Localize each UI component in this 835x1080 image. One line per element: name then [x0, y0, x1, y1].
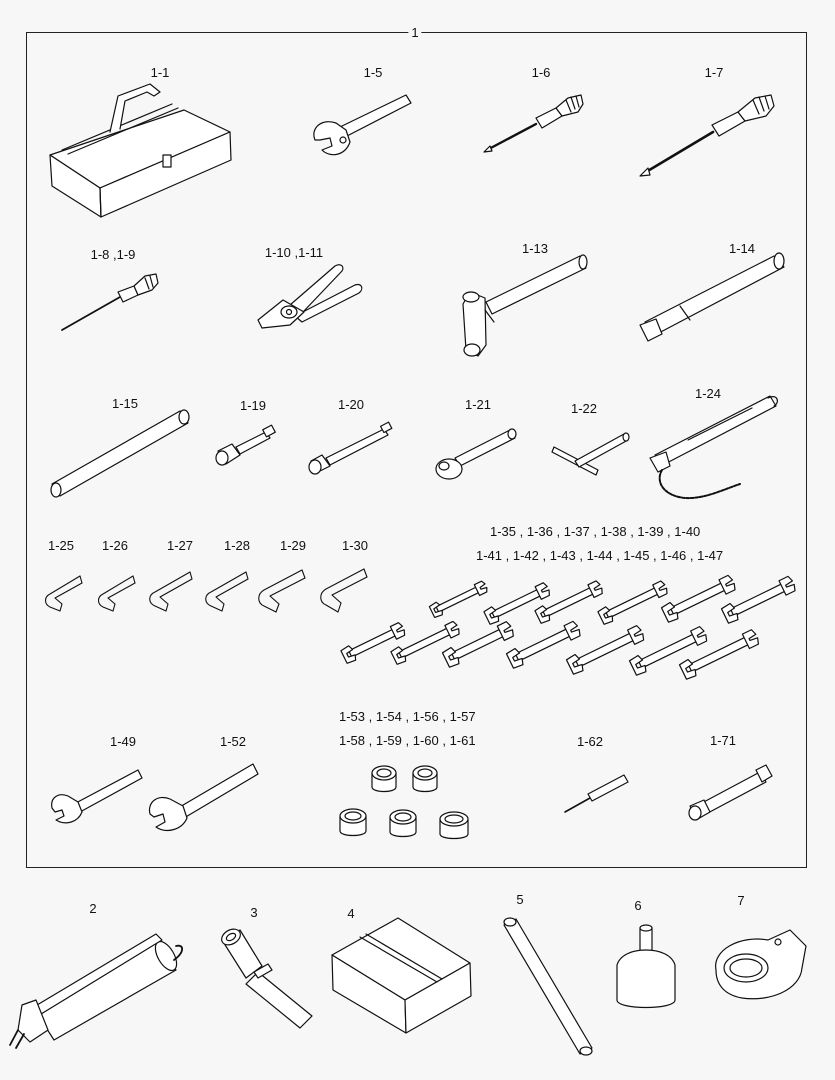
single-wrench-small-icon — [52, 770, 142, 823]
ratchet-handle-icon — [436, 429, 516, 479]
label-1-10-1-11: 1-10 ,1-11 — [264, 245, 324, 260]
label-1-49: 1-49 — [109, 734, 137, 749]
label-kit: 1 — [408, 25, 421, 40]
label-1-6: 1-6 — [531, 65, 551, 80]
socket-set-icons — [340, 766, 468, 839]
rod-icon — [504, 918, 592, 1055]
label-1-21: 1-21 — [464, 397, 492, 412]
label-1-29: 1-29 — [279, 538, 307, 553]
grease-gun-icon — [10, 934, 182, 1048]
label-7: 7 — [737, 893, 745, 908]
screwdriver-large-icon — [640, 95, 774, 176]
label-3: 3 — [250, 905, 258, 920]
label-1-28: 1-28 — [223, 538, 251, 553]
box-wrench-icon — [689, 765, 772, 820]
label-1-1: 1-1 — [150, 65, 170, 80]
label-5: 5 — [516, 892, 524, 907]
toolbox-icon — [50, 84, 231, 217]
adapter-tool-icon — [219, 926, 312, 1028]
extension-long-icon — [309, 422, 392, 474]
label-1-30: 1-30 — [341, 538, 369, 553]
spanner-set-icons — [340, 574, 797, 680]
label-1-62: 1-62 — [576, 734, 604, 749]
handle-pipe-icon — [640, 253, 784, 341]
filter-wrench-icon — [650, 396, 777, 498]
label-4: 4 — [347, 906, 355, 921]
cone-tool-icon — [617, 925, 675, 1008]
label-2: 2 — [89, 901, 97, 916]
label-1-27: 1-27 — [166, 538, 194, 553]
pliers-icon — [258, 265, 362, 328]
screwdriver-small-icon — [484, 95, 583, 152]
adjustable-wrench-icon — [314, 95, 411, 155]
label-1-15: 1-15 — [111, 396, 139, 411]
label-6: 6 — [634, 898, 642, 913]
label-1-5: 1-5 — [363, 65, 383, 80]
label-1-26: 1-26 — [101, 538, 129, 553]
parts-box-icon — [332, 918, 471, 1033]
label-1-52: 1-52 — [219, 734, 247, 749]
single-wrench-large-icon — [150, 764, 258, 830]
label-1-53-1-57: 1-53 , 1-54 , 1-56 , 1-57 — [339, 709, 476, 724]
t-wrench-icon — [552, 433, 629, 475]
bar-icon — [51, 410, 189, 497]
awl-icon — [62, 274, 158, 330]
hex-key-icons — [46, 569, 368, 612]
label-1-24: 1-24 — [694, 386, 722, 401]
label-1-22: 1-22 — [570, 401, 598, 416]
label-1-20: 1-20 — [337, 397, 365, 412]
label-1-8-1-9: 1-8 ,1-9 — [90, 247, 136, 262]
label-1-7: 1-7 — [704, 65, 724, 80]
extension-short-icon — [216, 425, 275, 465]
hammer-icon — [463, 255, 587, 356]
label-1-14: 1-14 — [728, 241, 756, 256]
label-1-71: 1-71 — [709, 733, 737, 748]
pin-driver-icon — [565, 775, 628, 812]
label-1-25: 1-25 — [47, 538, 75, 553]
label-1-58-1-61: 1-58 , 1-59 , 1-60 , 1-61 — [339, 733, 476, 748]
label-1-35-1-40: 1-35 , 1-36 , 1-37 , 1-38 , 1-39 , 1-40 — [490, 524, 701, 539]
ring-wrench-icon — [716, 930, 806, 999]
label-1-19: 1-19 — [239, 398, 267, 413]
label-1-41-1-47: 1-41 , 1-42 , 1-43 , 1-44 , 1-45 , 1-46 , 1-47 — [476, 548, 724, 563]
label-1-13: 1-13 — [521, 241, 549, 256]
